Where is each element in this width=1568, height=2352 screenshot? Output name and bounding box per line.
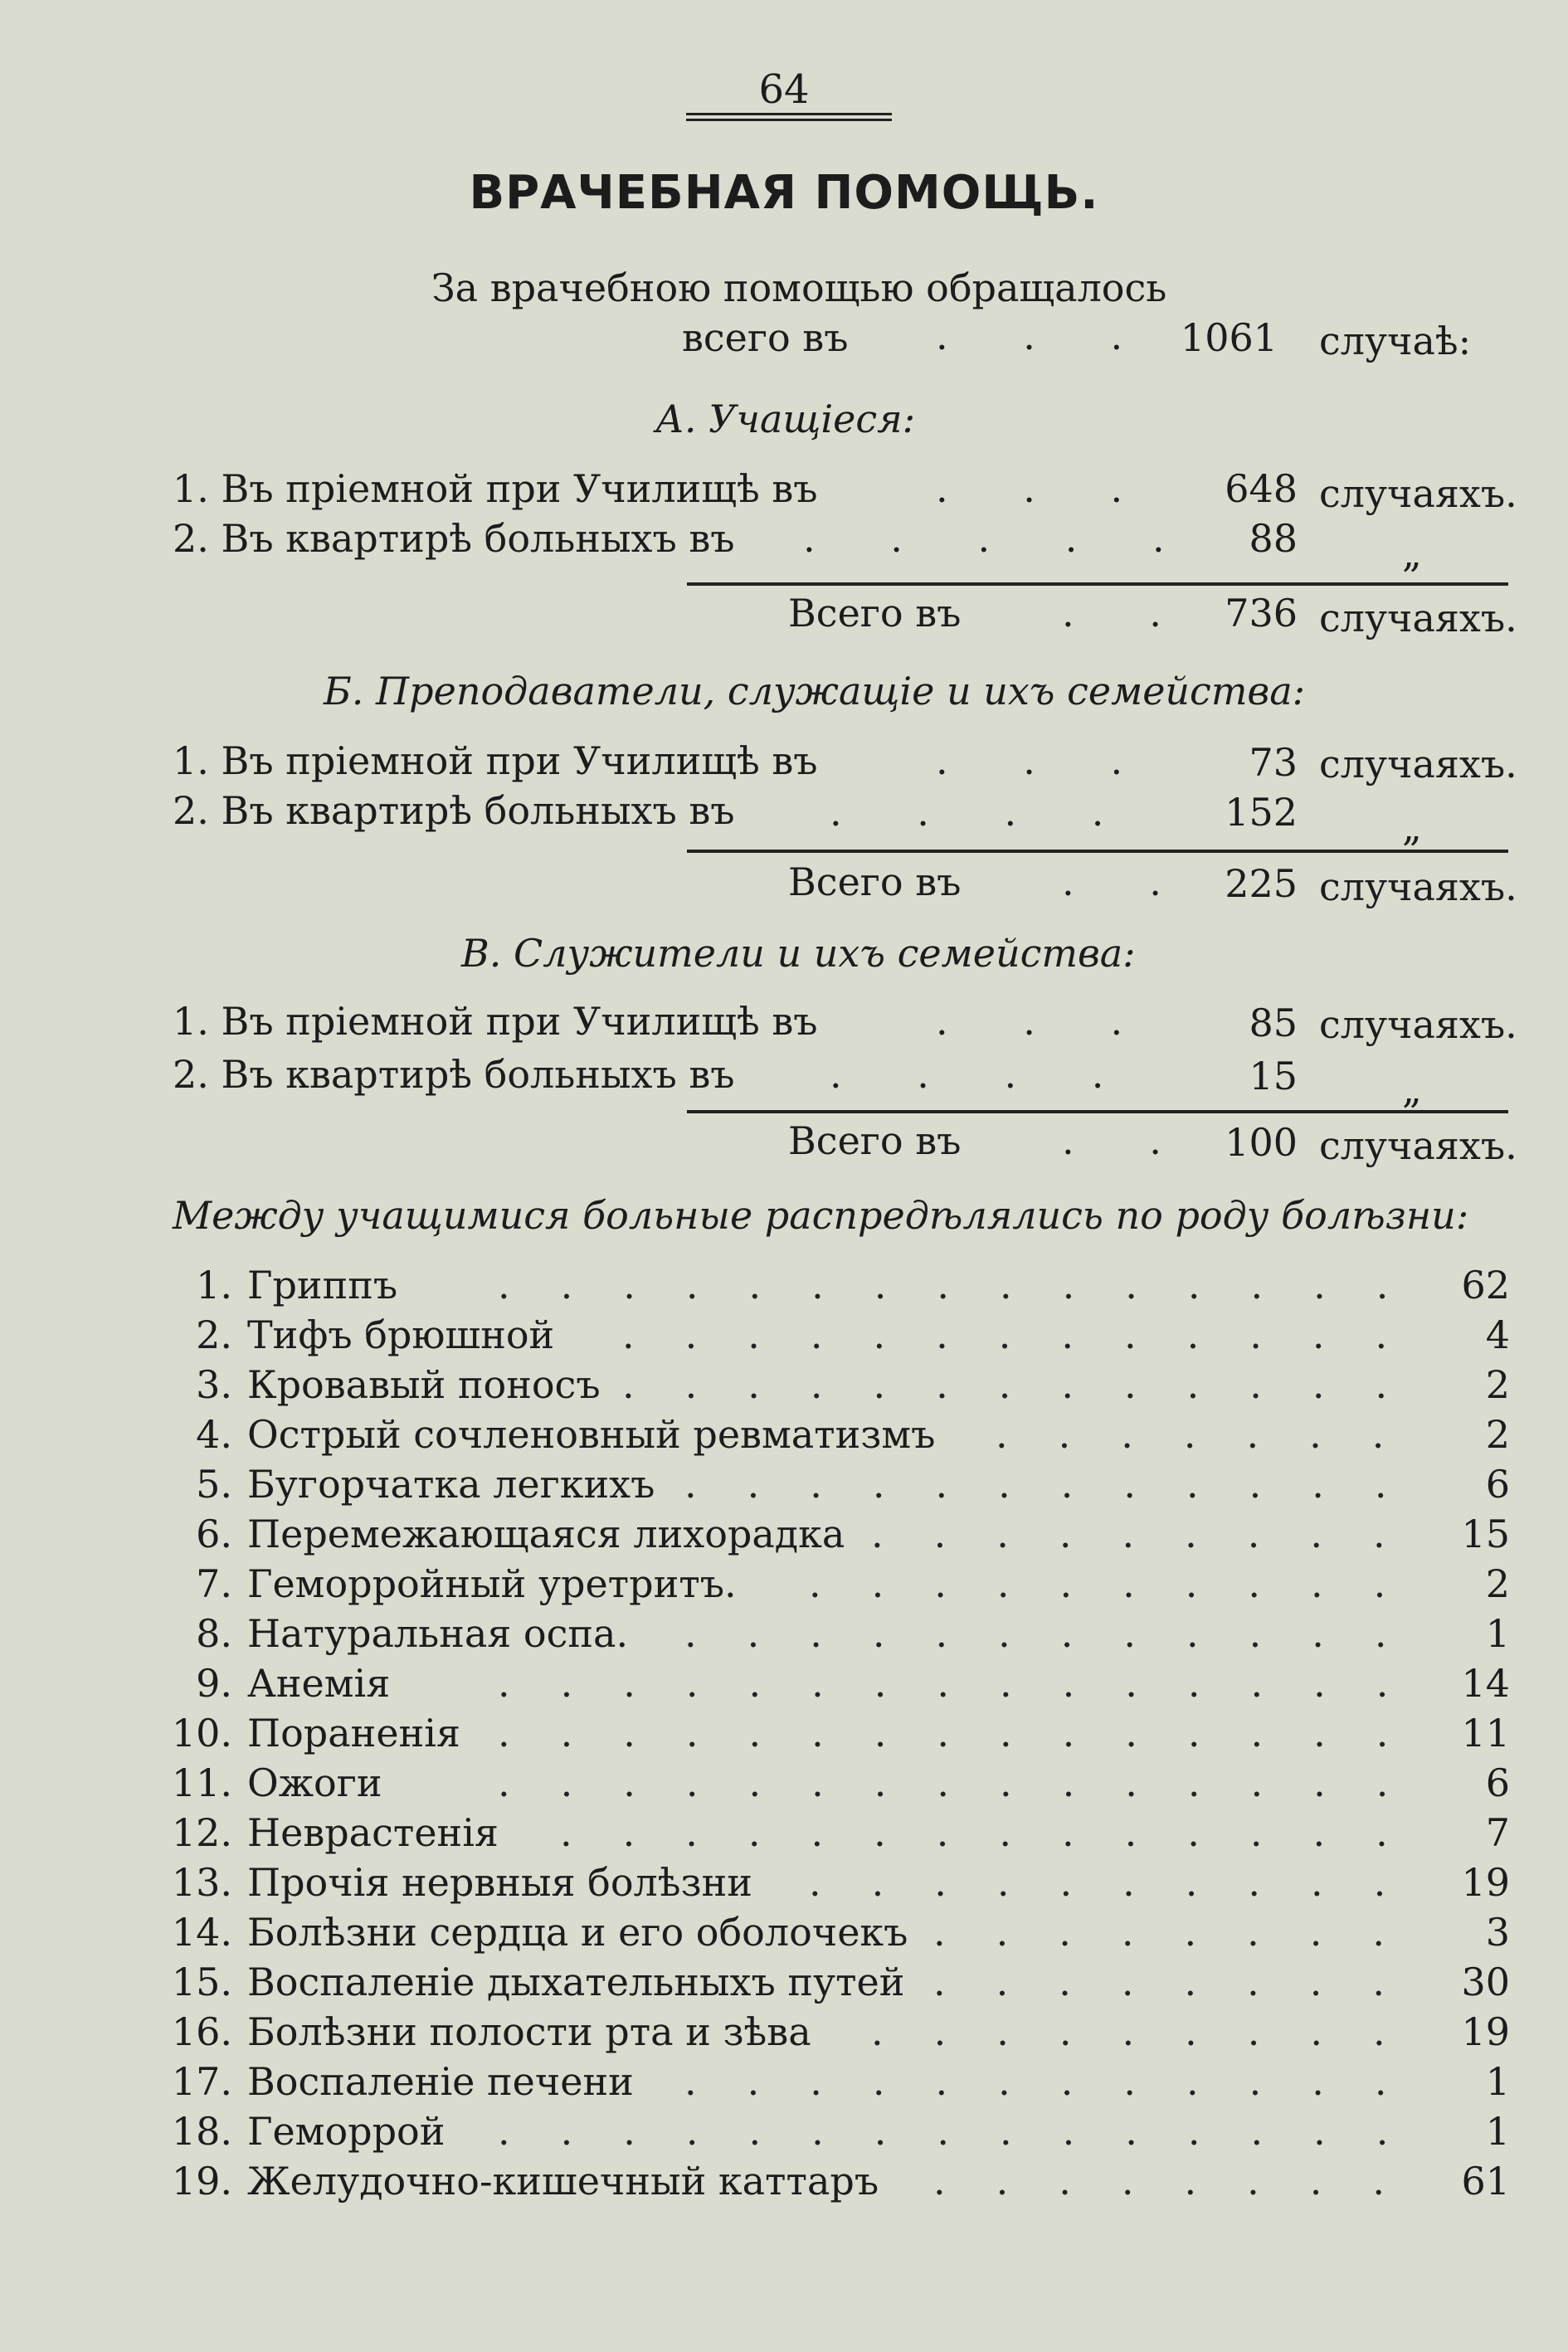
- disease-number: 7.: [196, 1561, 232, 1606]
- disease-count: 61: [1461, 2159, 1510, 2203]
- section-b-row-2-unit: „: [1402, 805, 1422, 850]
- disease-count: 6: [1485, 1462, 1510, 1507]
- intro-total-label: всего въ: [682, 315, 849, 360]
- section-b-row-2-dots: . . . .: [830, 790, 1136, 835]
- intro-leader-dots: . . .: [936, 314, 1155, 358]
- disease-count: 19: [1461, 2009, 1510, 2054]
- disease-count: 1: [1485, 2059, 1510, 2104]
- section-c-row-1-unit: случаяхъ.: [1319, 1002, 1517, 1047]
- disease-leader-dots: ...............: [498, 2109, 1439, 2154]
- page-number-rule: [686, 113, 892, 121]
- disease-name: Пораненія: [247, 1711, 460, 1755]
- section-b-total-unit: случаяхъ.: [1319, 864, 1517, 909]
- disease-number: 18.: [171, 2109, 232, 2154]
- section-b-row-2-value: 152: [1225, 790, 1298, 835]
- disease-leader-dots: ..........: [809, 1860, 1437, 1905]
- disease-count: 7: [1485, 1810, 1510, 1855]
- section-a-total-dots: . .: [1062, 591, 1193, 635]
- disease-leader-dots: ...............: [498, 1661, 1439, 1706]
- disease-name: Воспаленіе дыхательныхъ путей: [247, 1960, 905, 2004]
- disease-count: 2: [1485, 1362, 1510, 1407]
- disease-name: Прочія нервныя болѣзни: [247, 1860, 752, 1905]
- section-b-total-label: Всего въ: [788, 859, 962, 904]
- section-c-row-2-unit: „: [1402, 1067, 1422, 1112]
- disease-count: 2: [1485, 1412, 1510, 1457]
- section-b-row-1-dots: . . .: [936, 738, 1155, 783]
- disease-number: 5.: [196, 1462, 232, 1507]
- disease-name: Гриппъ: [247, 1263, 398, 1307]
- disease-count: 19: [1461, 1860, 1510, 1905]
- disease-name: Ожоги: [247, 1760, 382, 1805]
- section-a-total-label: Всего въ: [788, 591, 962, 635]
- disease-number: 10.: [171, 1711, 232, 1755]
- disease-name: Тифъ брюшной: [247, 1312, 555, 1357]
- disease-leader-dots: ............: [684, 1462, 1438, 1507]
- disease-name: Бугорчатка легкихъ: [247, 1462, 655, 1507]
- disease-name: Геморройный уретритъ.: [247, 1561, 737, 1606]
- disease-leader-dots: ..............: [560, 1810, 1439, 1855]
- section-b-row-1-value: 73: [1249, 740, 1298, 785]
- disease-number: 8.: [196, 1611, 232, 1656]
- disease-name: Острый сочленовный ревматизмъ: [247, 1412, 936, 1457]
- disease-number: 19.: [171, 2159, 232, 2203]
- disease-leader-dots: ...............: [498, 1760, 1439, 1805]
- disease-number: 11.: [171, 1760, 232, 1805]
- disease-count: 2: [1485, 1561, 1510, 1606]
- disease-count: 11: [1461, 1711, 1510, 1755]
- disease-heading: Между учащимися больные распредѣлялись по роду болѣзни:: [173, 1193, 1469, 1238]
- disease-number: 4.: [196, 1412, 232, 1457]
- disease-number: 13.: [171, 1860, 232, 1905]
- section-c-row-2-dots: . . . .: [830, 1052, 1136, 1097]
- section-b-heading: Б. Преподаватели, служащіе и ихъ семейства:: [324, 669, 1306, 713]
- disease-leader-dots: .......: [996, 1412, 1435, 1457]
- section-c-sum-rule: [687, 1110, 1508, 1113]
- section-a-row-1-label: 1. Въ пріемной при Училищѣ въ: [173, 466, 818, 511]
- section-c-heading: В. Служители и ихъ семейства:: [461, 931, 1136, 976]
- disease-number: 1.: [196, 1263, 232, 1307]
- section-c-row-2-value: 15: [1249, 1054, 1298, 1098]
- disease-number: 17.: [171, 2059, 232, 2104]
- section-b-total-dots: . .: [1062, 859, 1193, 904]
- section-a-total-value: 736: [1225, 591, 1298, 635]
- disease-leader-dots: ........: [933, 1960, 1435, 2004]
- section-a-sum-rule: [687, 582, 1508, 586]
- disease-name: Анемія: [247, 1661, 391, 1706]
- section-c-row-1-dots: . . .: [936, 999, 1155, 1044]
- page-number: 64: [758, 66, 810, 113]
- section-a-row-2-value: 88: [1249, 516, 1298, 561]
- disease-count: 30: [1461, 1960, 1510, 2004]
- section-a-total-unit: случаяхъ.: [1319, 596, 1517, 640]
- disease-number: 15.: [171, 1960, 232, 2004]
- disease-leader-dots: ............: [684, 2059, 1438, 2104]
- section-a-heading: А. Учащіеся:: [655, 397, 916, 441]
- section-b-row-1-unit: случаяхъ.: [1319, 742, 1517, 786]
- section-c-row-1-value: 85: [1249, 1001, 1298, 1045]
- intro-line-1: За врачебною помощью обращалось: [431, 265, 1167, 310]
- disease-count: 15: [1461, 1512, 1510, 1556]
- disease-count: 1: [1485, 2109, 1510, 2154]
- disease-name: Натуральная оспа.: [247, 1611, 629, 1656]
- section-a-row-2-unit: „: [1402, 531, 1422, 576]
- section-b-row-1-label: 1. Въ пріемной при Училищѣ въ: [173, 738, 818, 783]
- disease-number: 9.: [196, 1661, 232, 1706]
- disease-number: 6.: [196, 1512, 232, 1556]
- disease-leader-dots: ............: [684, 1611, 1438, 1656]
- section-a-row-2-label: 2. Въ квартирѣ больныхъ въ: [173, 516, 735, 561]
- disease-name: Воспаленіе печени: [247, 2059, 634, 2104]
- disease-name: Геморрой: [247, 2109, 446, 2154]
- disease-leader-dots: ..........: [809, 1561, 1437, 1606]
- page-title: ВРАЧЕБНАЯ ПОМОЩЬ.: [469, 166, 1099, 220]
- section-a-row-1-dots: . . .: [936, 466, 1155, 511]
- section-b-sum-rule: [687, 850, 1508, 853]
- section-c-total-value: 100: [1225, 1120, 1298, 1165]
- intro-total-value: 1061: [1180, 315, 1278, 360]
- disease-name: Перемежающаяся лихорадка: [247, 1512, 845, 1556]
- disease-count: 6: [1485, 1760, 1510, 1805]
- section-b-total-value: 225: [1225, 861, 1298, 906]
- disease-leader-dots: ........: [933, 2159, 1435, 2203]
- disease-count: 4: [1485, 1312, 1510, 1357]
- disease-count: 62: [1461, 1263, 1510, 1307]
- disease-count: 14: [1461, 1661, 1510, 1706]
- disease-number: 16.: [171, 2009, 232, 2054]
- disease-count: 1: [1485, 1611, 1510, 1656]
- disease-number: 2.: [196, 1312, 232, 1357]
- disease-name: Желудочно-кишечный каттаръ: [247, 2159, 879, 2203]
- disease-leader-dots: .............: [622, 1312, 1439, 1357]
- section-a-row-1-value: 648: [1225, 466, 1298, 511]
- disease-name: Кровавый поносъ: [247, 1362, 601, 1407]
- disease-leader-dots: ...............: [498, 1263, 1439, 1307]
- disease-count: 3: [1485, 1910, 1510, 1955]
- disease-number: 14.: [171, 1910, 232, 1955]
- disease-name: Неврастенія: [247, 1810, 499, 1855]
- disease-leader-dots: .........: [871, 1512, 1436, 1556]
- disease-name: Болѣзни полости рта и зѣва: [247, 2009, 811, 2054]
- disease-name: Болѣзни сердца и его оболочекъ: [247, 1910, 908, 1955]
- section-a-row-1-unit: случаяхъ.: [1319, 471, 1517, 516]
- section-c-row-1-label: 1. Въ пріемной при Училищѣ въ: [173, 999, 818, 1044]
- disease-leader-dots: .............: [622, 1362, 1439, 1407]
- section-c-row-2-label: 2. Въ квартирѣ больныхъ въ: [173, 1052, 735, 1097]
- disease-number: 12.: [171, 1810, 232, 1855]
- section-c-total-unit: случаяхъ.: [1319, 1123, 1517, 1168]
- intro-total-unit: случаѣ:: [1319, 319, 1472, 363]
- section-b-row-2-label: 2. Въ квартирѣ больныхъ въ: [173, 788, 735, 833]
- section-a-row-2-dots: . . . . .: [803, 516, 1196, 561]
- disease-number: 3.: [196, 1362, 232, 1407]
- disease-leader-dots: ...............: [498, 1711, 1439, 1755]
- disease-leader-dots: ........: [933, 1910, 1435, 1955]
- disease-leader-dots: .........: [871, 2009, 1436, 2054]
- section-c-total-dots: . .: [1062, 1118, 1193, 1163]
- section-c-total-label: Всего въ: [788, 1118, 962, 1163]
